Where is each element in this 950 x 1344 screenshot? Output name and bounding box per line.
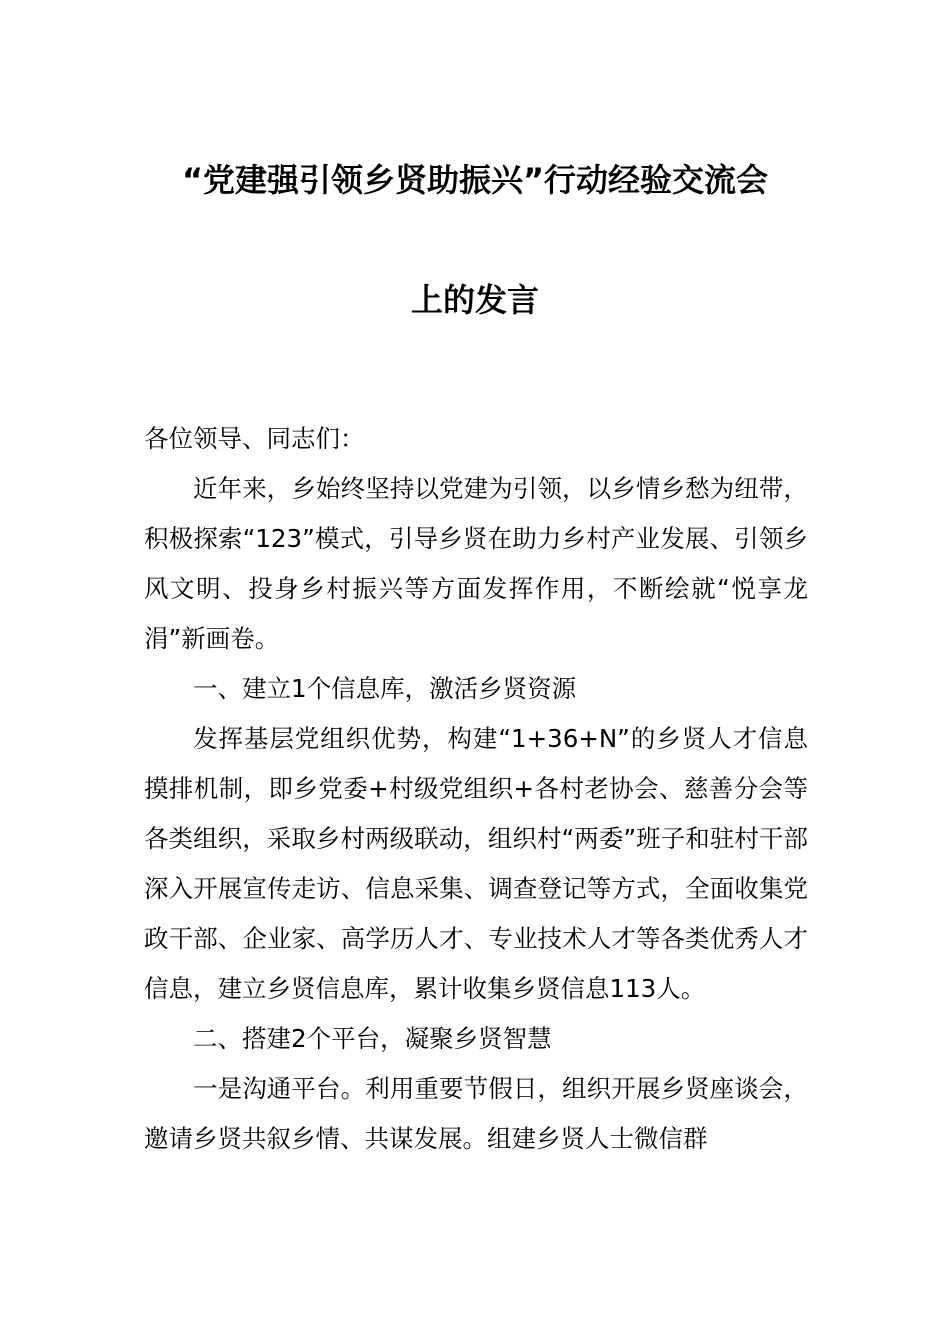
paragraph-section-2: 一是沟通平台。利用重要节假日，组织开展乡贤座谈会，邀请乡贤共叙乡情、共谋发展。组建乡贤人士微信群: [144, 1074, 808, 1153]
salutation: 各位领导、同志们：: [144, 424, 365, 453]
paragraph-intro: 近年来，乡始终坚持以党建为引领，以乡情乡愁为纽带，积极探索“123”模式，引导乡贤在助力乡村产业发展、引领乡风文明、投身乡村振兴等方面发挥作用，不断绘就“悦享龙涓”新画卷。: [144, 474, 808, 653]
document-body: [144, 414, 808, 1164]
document-title-line-1: “党建强引领乡贤助振兴”行动经验交流会: [181, 161, 769, 199]
paragraph-section-1: 发挥基层党组织优势，构建“1+36+N”的乡贤人才信息摸排机制，即乡党委+村级党组织+各村老协会、慈善分会等各类组织，采取乡村两级联动，组织村“两委”班子和驻村干部深入开展宣传走访、信息采集、调查登记等方式，全面收集党政干部、企业家、高学历人才、专业技术人才等各类优秀人才信息，建立乡贤信息库，累计收集乡贤信息113人。: [144, 724, 808, 1003]
section-heading-2: 二、搭建2个平台，凝聚乡贤智慧: [193, 1024, 552, 1053]
document-title-line-2: 上的发言: [410, 281, 539, 319]
section-heading-1: 一、建立1个信息库，激活乡贤资源: [193, 674, 577, 703]
